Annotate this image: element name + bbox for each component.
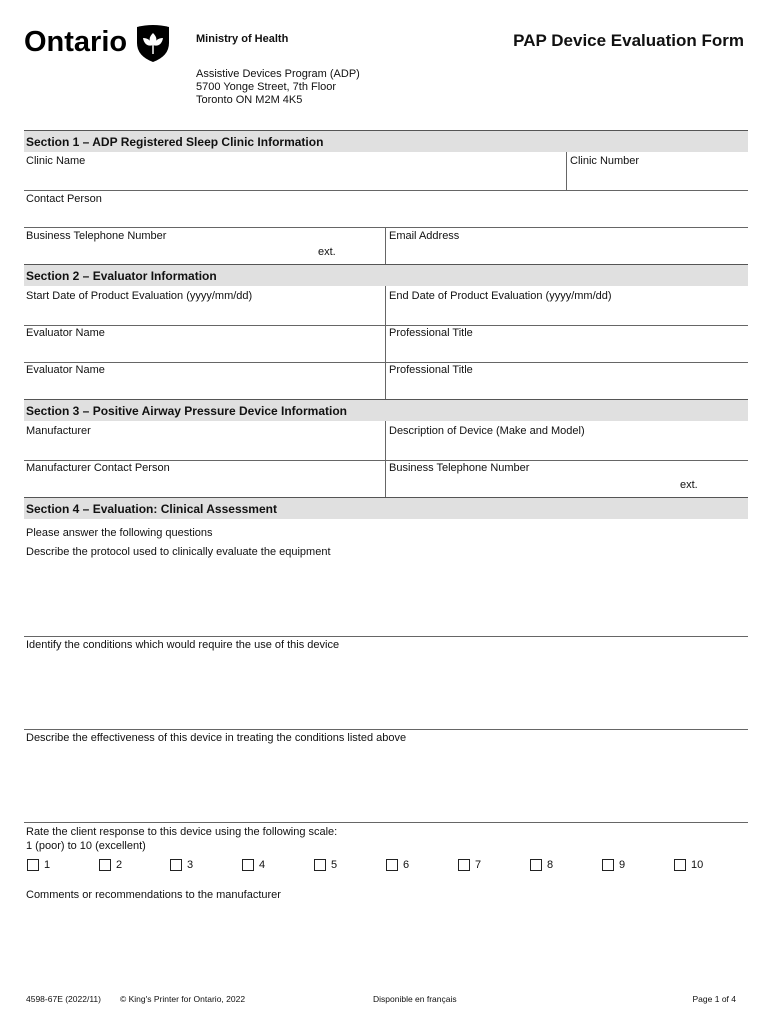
effectiveness-question: Describe the effectiveness of this device in treating the conditions listed above xyxy=(26,732,407,744)
device-description-label: Description of Device (Make and Model) xyxy=(389,425,585,437)
rating-checkbox-9[interactable] xyxy=(602,859,614,871)
protocol-question: Describe the protocol used to clinically evaluate the equipment xyxy=(26,546,331,558)
start-date-field[interactable] xyxy=(24,286,384,325)
manufacturer-label: Manufacturer xyxy=(26,425,91,437)
email-field[interactable] xyxy=(386,227,748,264)
conditions-question: Identify the conditions which would require the use of this device xyxy=(26,639,340,651)
phone-ext-label: ext. xyxy=(318,246,336,258)
section-4-header xyxy=(24,497,748,519)
manufacturer-field[interactable] xyxy=(24,421,384,460)
business-phone-label: Business Telephone Number xyxy=(26,230,167,242)
professional-title-1-label: Professional Title xyxy=(389,327,473,339)
protocol-answer-field[interactable] xyxy=(24,560,748,636)
clinic-name-field[interactable] xyxy=(24,152,566,190)
rating-label-8: 8 xyxy=(547,859,554,871)
professional-title-1-field[interactable] xyxy=(386,325,748,362)
divider xyxy=(24,729,748,730)
rating-checkbox-6[interactable] xyxy=(386,859,398,871)
clinic-name-label: Clinic Name xyxy=(26,155,86,167)
comments-question: Comments or recommendations to the manufacturer xyxy=(26,889,281,901)
rating-label-2: 2 xyxy=(116,859,123,871)
manufacturer-phone-ext-label: ext. xyxy=(680,479,698,491)
section-4-intro: Please answer the following questions xyxy=(26,527,213,539)
rating-label-1: 1 xyxy=(44,859,51,871)
trillium-logo-icon xyxy=(134,23,172,63)
manufacturer-phone-label: Business Telephone Number xyxy=(389,462,530,474)
business-phone-field[interactable] xyxy=(24,227,384,264)
form-number: 4598-67E (2022/11) xyxy=(26,994,101,1004)
form-title: PAP Device Evaluation Form xyxy=(513,31,744,50)
manufacturer-contact-field[interactable] xyxy=(24,460,384,497)
address-line-2: 5700 Yonge Street, 7th Floor xyxy=(196,81,337,93)
rating-checkbox-8[interactable] xyxy=(530,859,542,871)
rating-checkbox-10[interactable] xyxy=(674,859,686,871)
comments-answer-field[interactable] xyxy=(24,904,748,974)
evaluator-name-2-field[interactable] xyxy=(24,362,384,399)
professional-title-2-field[interactable] xyxy=(386,362,748,399)
professional-title-2-label: Professional Title xyxy=(389,364,473,376)
ontario-logo-text: Ontario xyxy=(24,26,128,58)
contact-person-field[interactable] xyxy=(24,190,748,227)
rating-checkbox-3[interactable] xyxy=(170,859,182,871)
end-date-field[interactable] xyxy=(386,286,748,325)
section-1-title: Section 1 – ADP Registered Sleep Clinic Information xyxy=(26,135,324,149)
effectiveness-answer-field[interactable] xyxy=(24,746,748,822)
rating-scale-note: 1 (poor) to 10 (excellent) xyxy=(26,840,146,852)
divider xyxy=(24,822,748,823)
section-4-title: Section 4 – Evaluation: Clinical Assessment xyxy=(26,502,277,516)
rating-label-4: 4 xyxy=(259,859,266,871)
device-description-field[interactable] xyxy=(386,421,748,460)
section-3-header xyxy=(24,399,748,421)
evaluator-name-1-label: Evaluator Name xyxy=(26,327,105,339)
email-label: Email Address xyxy=(389,230,460,242)
french-version-note: Disponible en français xyxy=(373,994,457,1004)
section-2-title: Section 2 – Evaluator Information xyxy=(26,269,217,283)
divider xyxy=(24,636,748,637)
rating-label-7: 7 xyxy=(475,859,482,871)
rating-checkbox-7[interactable] xyxy=(458,859,470,871)
rating-checkbox-5[interactable] xyxy=(314,859,326,871)
clinic-number-field[interactable] xyxy=(567,152,748,190)
rating-checkbox-1[interactable] xyxy=(27,859,39,871)
rating-checkbox-4[interactable] xyxy=(242,859,254,871)
conditions-answer-field[interactable] xyxy=(24,653,748,729)
manufacturer-phone-field[interactable] xyxy=(386,460,748,497)
rating-checkbox-2[interactable] xyxy=(99,859,111,871)
rating-label-9: 9 xyxy=(619,859,626,871)
section-3-title: Section 3 – Positive Airway Pressure Device Information xyxy=(26,404,348,418)
contact-person-label: Contact Person xyxy=(26,193,102,205)
address-line-1: Assistive Devices Program (ADP) xyxy=(196,68,360,80)
page-number: Page 1 of 4 xyxy=(692,994,736,1004)
copyright: © King's Printer for Ontario, 2022 xyxy=(120,994,246,1004)
rating-question: Rate the client response to this device using the following scale: xyxy=(26,826,338,838)
evaluator-name-1-field[interactable] xyxy=(24,325,384,362)
evaluator-name-2-label: Evaluator Name xyxy=(26,364,105,376)
clinic-number-label: Clinic Number xyxy=(570,155,640,167)
rating-label-3: 3 xyxy=(187,859,194,871)
manufacturer-contact-label: Manufacturer Contact Person xyxy=(26,462,170,474)
rating-label-6: 6 xyxy=(403,859,410,871)
rating-label-10: 10 xyxy=(691,859,704,871)
end-date-label: End Date of Product Evaluation (yyyy/mm/dd) xyxy=(389,290,612,302)
rating-label-5: 5 xyxy=(331,859,338,871)
address-line-3: Toronto ON M2M 4K5 xyxy=(196,94,303,106)
start-date-label: Start Date of Product Evaluation (yyyy/mm/dd) xyxy=(26,290,253,302)
section-2-header xyxy=(24,264,748,286)
section-1-header xyxy=(24,130,748,152)
ministry-name: Ministry of Health xyxy=(196,33,289,45)
